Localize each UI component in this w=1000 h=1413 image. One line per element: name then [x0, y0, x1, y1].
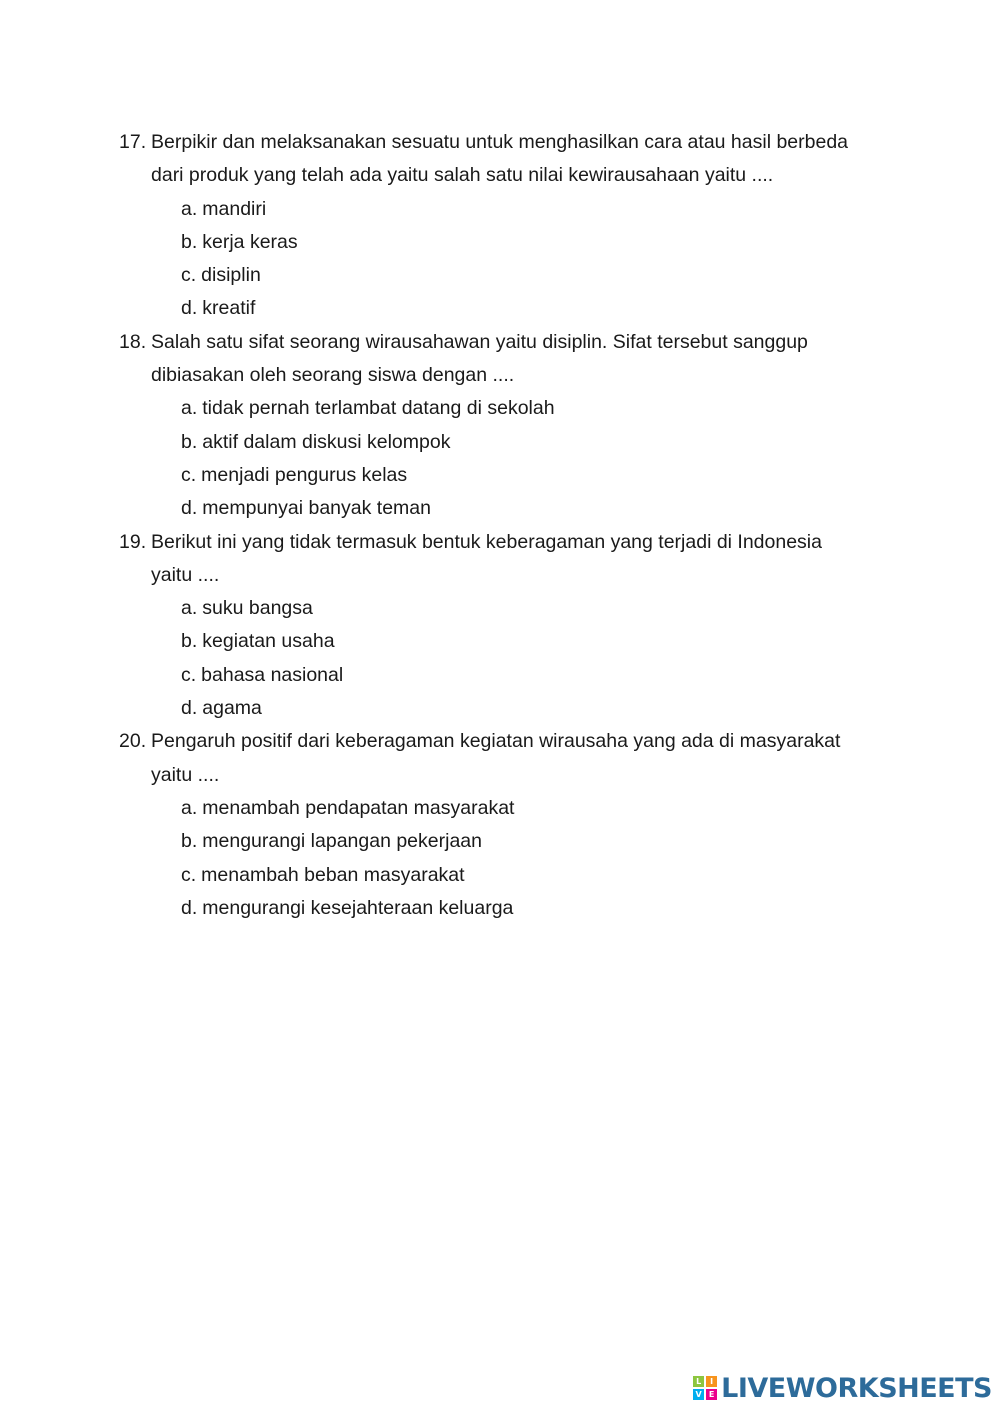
option-text: menjadi pengurus kelas: [201, 463, 408, 486]
option-text: mengurangi kesejahteraan keluarga: [202, 896, 514, 919]
option-a[interactable]: [0, 392, 1000, 425]
option-letter: c.: [181, 863, 197, 886]
option-d[interactable]: [0, 692, 1000, 725]
option-letter: c.: [181, 663, 197, 686]
question-text-line: yaitu ....: [151, 763, 220, 786]
option-letter: d.: [181, 896, 198, 919]
option-b[interactable]: [0, 625, 1000, 658]
option-c[interactable]: [0, 859, 1000, 892]
option-d[interactable]: [0, 292, 1000, 325]
logo-tile: L: [693, 1376, 704, 1387]
option-text: disiplin: [201, 264, 261, 287]
question-number: 20.: [119, 730, 147, 753]
option-text: aktif dalam diskusi kelompok: [202, 430, 451, 453]
option-letter: b.: [181, 230, 198, 253]
question-18: [0, 326, 1000, 526]
option-text: bahasa nasional: [201, 663, 344, 686]
question-text-line: Berikut ini yang tidak termasuk bentuk keberagaman yang terjadi di Indonesia: [151, 530, 822, 553]
question-number: 19.: [119, 530, 147, 553]
liveworksheets-icon: [693, 1376, 717, 1400]
question-number: 18.: [119, 330, 147, 353]
answer-options: [0, 592, 1000, 725]
option-letter: d.: [181, 697, 198, 720]
option-b[interactable]: [0, 226, 1000, 259]
option-a[interactable]: [0, 792, 1000, 825]
answer-options: [0, 392, 1000, 525]
option-letter: c.: [181, 463, 197, 486]
logo-tile: E: [706, 1389, 717, 1400]
option-text: mengurangi lapangan pekerjaan: [202, 830, 482, 853]
logo-tile: V: [693, 1389, 704, 1400]
question-17: [0, 126, 1000, 326]
option-letter: d.: [181, 297, 198, 320]
option-text: mempunyai banyak teman: [202, 497, 431, 520]
option-b[interactable]: [0, 825, 1000, 858]
option-letter: a.: [181, 397, 198, 420]
liveworksheets-wordmark: LIVEWORKSHEETS: [721, 1372, 992, 1404]
option-text: suku bangsa: [202, 597, 313, 620]
option-c[interactable]: [0, 259, 1000, 292]
option-letter: c.: [181, 264, 197, 287]
question-text-line: Berpikir dan melaksanakan sesuatu untuk menghasilkan cara atau hasil berbeda: [151, 131, 849, 153]
question-text-line: Pengaruh positif dari keberagaman kegiatan wirausaha yang ada di masyarakat: [151, 730, 841, 753]
option-letter: b.: [181, 430, 198, 453]
option-letter: b.: [181, 630, 198, 653]
option-letter: d.: [181, 497, 198, 520]
option-a[interactable]: [0, 592, 1000, 625]
question-text-line: dibiasakan oleh seorang siswa dengan ....: [151, 364, 515, 387]
option-text: mandiri: [202, 197, 267, 220]
liveworksheets-logo[interactable]: [693, 1373, 992, 1403]
option-text: agama: [202, 697, 262, 720]
option-text: kreatif: [202, 297, 256, 320]
question-19: [0, 526, 1000, 726]
worksheet: [0, 126, 1000, 925]
option-letter: a.: [181, 597, 198, 620]
answer-options: [0, 792, 1000, 925]
logo-tile: I: [706, 1376, 717, 1387]
question-text-line: Salah satu sifat seorang wirausahawan yaitu disiplin. Sifat tersebut sanggup: [151, 330, 808, 353]
question-number: 17.: [119, 131, 147, 153]
option-text: kerja keras: [202, 230, 298, 253]
option-c[interactable]: [0, 659, 1000, 692]
question-20: [0, 725, 1000, 925]
option-text: menambah beban masyarakat: [201, 863, 465, 886]
option-d[interactable]: [0, 892, 1000, 925]
option-b[interactable]: [0, 426, 1000, 459]
option-text: tidak pernah terlambat datang di sekolah: [202, 397, 555, 420]
option-letter: b.: [181, 830, 198, 853]
answer-options: [0, 193, 1000, 326]
option-letter: a.: [181, 796, 198, 819]
option-text: menambah pendapatan masyarakat: [202, 796, 515, 819]
option-letter: a.: [181, 197, 198, 220]
question-text-line: yaitu ....: [151, 563, 220, 586]
question-text-line: dari produk yang telah ada yaitu salah satu nilai kewirausahaan yaitu ....: [151, 164, 774, 187]
option-a[interactable]: [0, 193, 1000, 226]
option-d[interactable]: [0, 492, 1000, 525]
option-c[interactable]: [0, 459, 1000, 492]
option-text: kegiatan usaha: [202, 630, 335, 653]
